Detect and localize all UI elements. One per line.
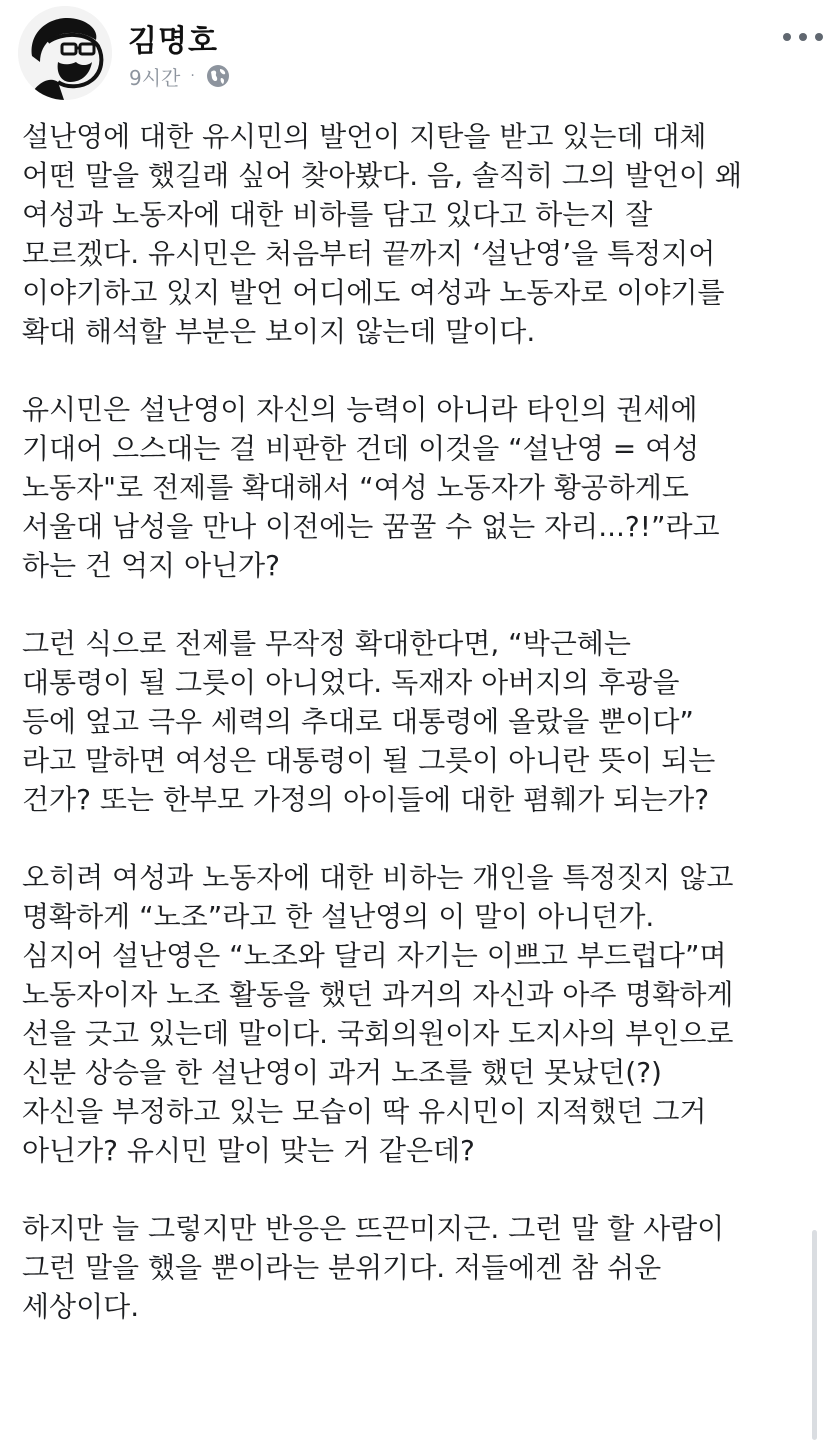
post-text-line: 유시민은 설난영이 자신의 능력이 아니라 타인의 권세에 [22,393,698,426]
post-text-line: 아닌가? 유시민 말이 맞는 거 같은데? [22,1134,475,1167]
post-text-line: 오히려 여성과 노동자에 대한 비하는 개인을 특정짓지 않고 [22,861,734,894]
more-options-icon[interactable] [783,28,823,46]
post-paragraph [22,858,812,1170]
post-text-line: 그런 말을 했을 뿐이라는 분위기다. 저들에겐 참 쉬운 [22,1251,662,1284]
post-text-line: 여성과 노동자에 대한 비하를 담고 있다고 하는지 잘 [22,198,653,231]
post-paragraph [22,117,812,351]
post-text-line: 서울대 남성을 만나 이전에는 꿈꿀 수 없는 자리...?!”라고 [22,510,720,543]
post-paragraph [22,624,812,819]
post-text-line: 어떤 말을 했길래 싶어 찾아봤다. 음, 솔직히 그의 발언이 왜 [22,159,743,192]
post-header [0,0,835,110]
post-text-line: 심지어 설난영은 “노조와 달리 자기는 이쁘고 부드럽다”며 [22,939,727,972]
post-text-line: 이야기하고 있지 발언 어디에도 여성과 노동자로 이야기를 [22,276,725,309]
post-text-line: 자신을 부정하고 있는 모습이 딱 유시민이 지적했던 그거 [22,1095,707,1128]
post-text-line: 신분 상승을 한 설난영이 과거 노조를 했던 못났던(?) [22,1056,662,1089]
post-text-line: 등에 엎고 극우 세력의 추대로 대통령에 올랐을 뿐이다” [22,705,694,738]
post-text-line: 명확하게 “노조”라고 한 설난영의 이 말이 아니던가. [22,900,655,933]
post-paragraph [22,1209,812,1326]
scrollbar[interactable] [812,1230,817,1440]
post-text-line: 노동자이자 노조 활동을 했던 과거의 자신과 아주 명확하게 [22,978,734,1011]
post-text-line: 그런 식으로 전제를 무작정 확대한다면, “박근혜는 [22,627,631,660]
post-text-line: 하지만 늘 그렇지만 반응은 뜨끈미지근. 그런 말 할 사람이 [22,1212,725,1245]
post-text-line: 기대어 으스대는 걸 비판한 건데 이것을 “설난영 = 여성 [22,432,700,465]
post-text-line: 확대 해석할 부분은 보이지 않는데 말이다. [22,315,536,348]
post-text-line: 노동자"로 전제를 확대해서 “여성 노동자가 황공하게도 [22,471,689,504]
post-body [22,117,812,1365]
globe-icon[interactable] [205,63,231,89]
meta-separator: · [190,68,195,84]
post-text-line: 세상이다. [22,1290,140,1323]
author-name[interactable]: 김명호 [128,24,218,59]
cartoon-face-icon [18,6,112,100]
post-timestamp[interactable]: 9시간 [129,65,181,90]
post-paragraph [22,390,812,585]
post-text-line: 라고 말하면 여성은 대통령이 될 그릇이 아니란 뜻이 되는 [22,744,716,777]
post-text-line: 대통령이 될 그릇이 아니었다. 독재자 아버지의 후광을 [22,666,680,699]
avatar[interactable] [18,6,112,100]
post-text-line: 하는 건 억지 아닌가? [22,549,280,582]
post-meta [129,62,231,90]
post-text-line: 모르겠다. 유시민은 처음부터 끝까지 ‘설난영’을 특정지어 [22,237,716,270]
post-text-line: 선을 긋고 있는데 말이다. 국회의원이자 도지사의 부인으로 [22,1017,734,1050]
post-text-line: 설난영에 대한 유시민의 발언이 지탄을 받고 있는데 대체 [22,120,707,153]
post-text-line: 건가? 또는 한부모 가정의 아이들에 대한 폄훼가 되는가? [22,783,710,816]
